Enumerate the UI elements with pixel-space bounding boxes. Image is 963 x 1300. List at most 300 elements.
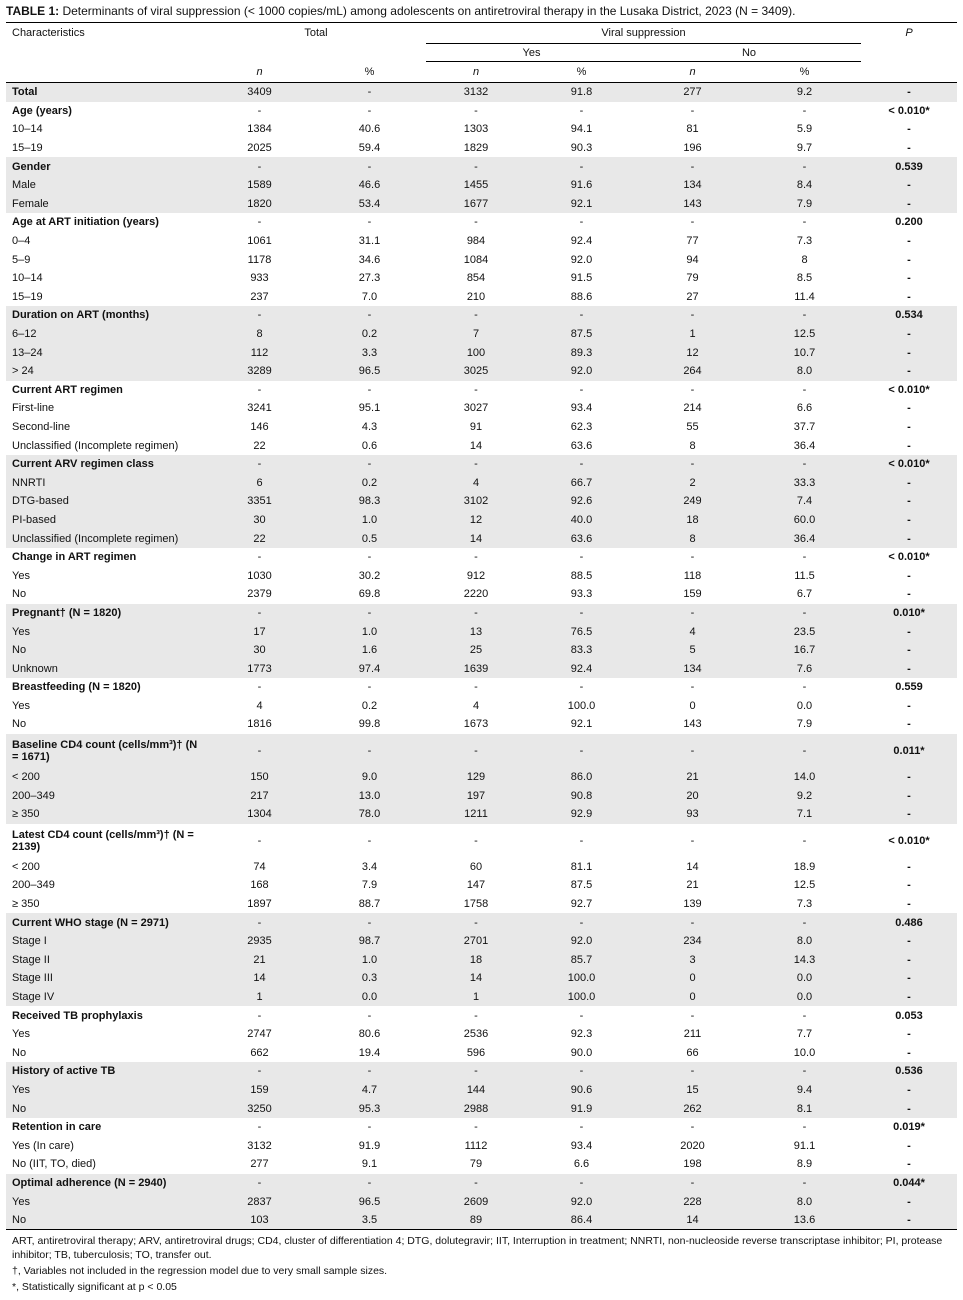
cell-no-n: 277: [637, 83, 748, 102]
cell-yes-n: 1: [426, 988, 526, 1007]
cell-yes-pct: 83.3: [526, 641, 637, 660]
cell-yes-n: 2536: [463, 1028, 489, 1041]
table-row: [6, 1062, 957, 1081]
cell-no-n: 249: [637, 492, 748, 511]
cell-total-pct: 7.9: [361, 879, 378, 892]
cell-no-pct: -: [748, 157, 861, 176]
cell-p-value: -: [861, 473, 957, 492]
cell-no-n: 198: [683, 1158, 702, 1171]
cell-total-pct: 59.4: [358, 142, 381, 155]
row-label: 5–9: [12, 253, 31, 266]
cell-no-n: -: [690, 834, 695, 847]
cell-p-value: -: [907, 588, 911, 601]
cell-yes-n: 1673: [463, 718, 489, 731]
cell-yes-n: 1758: [463, 898, 489, 911]
cell-no-n: -: [690, 383, 695, 396]
header-p-label: P: [905, 27, 913, 40]
cell-no-pct: -: [748, 455, 861, 474]
cell-total-pct: 9.1: [361, 1158, 378, 1171]
cell-p-value: 0.536: [861, 1062, 957, 1081]
cell-p-value: -: [861, 1081, 957, 1100]
header-total-pct: %: [364, 65, 375, 78]
table-row: [6, 306, 957, 325]
cell-no-pct: 8.9: [796, 1158, 813, 1171]
cell-yes-n: 25: [426, 641, 526, 660]
cell-no-pct: -: [802, 681, 807, 694]
cell-total-n: 112: [206, 343, 313, 362]
row-label: Stage IV: [6, 988, 206, 1007]
cell-yes-pct: -: [526, 734, 637, 768]
cell-no-pct: 8.0: [748, 362, 861, 381]
cell-yes-pct: -: [579, 1009, 584, 1022]
row-label: Yes: [6, 622, 206, 641]
cell-no-pct: -: [748, 306, 861, 325]
cell-yes-pct: 92.7: [570, 898, 593, 911]
cell-yes-pct: 87.5: [570, 879, 593, 892]
cell-total-pct: 3.5: [313, 1211, 426, 1230]
row-label: 0–4: [12, 235, 31, 248]
cell-total-pct: 1.0: [313, 951, 426, 970]
cell-no-n: -: [637, 306, 748, 325]
cell-yes-n: 60: [469, 860, 483, 873]
cell-yes-n: 1303: [463, 123, 489, 136]
table-row: [6, 858, 957, 877]
cell-yes-n: 1112: [464, 1139, 488, 1152]
cell-yes-pct: 90.6: [526, 1081, 637, 1100]
cell-yes-n: 1084: [463, 253, 489, 266]
cell-total-n: 1897: [247, 898, 272, 911]
cell-total-pct: -: [367, 104, 372, 117]
table-row: [6, 195, 957, 214]
cell-p-value: -: [907, 142, 911, 155]
cell-yes-pct: -: [579, 834, 584, 847]
cell-p-value: -: [907, 1046, 911, 1059]
cell-yes-n: 14: [426, 969, 526, 988]
cell-p-value: -: [907, 879, 911, 892]
table-row: [6, 805, 957, 824]
cell-total-n: 146: [250, 420, 269, 433]
cell-yes-pct: 63.6: [570, 439, 593, 452]
cell-yes-n: 984: [466, 235, 486, 248]
cell-yes-pct: 92.3: [570, 1028, 593, 1041]
cell-yes-pct: 93.4: [570, 1139, 593, 1152]
cell-total-n: -: [206, 1174, 313, 1193]
cell-total-n: 3132: [247, 1139, 272, 1152]
cell-no-pct: 8: [801, 253, 808, 266]
cell-total-pct: -: [313, 913, 426, 932]
table-row: [6, 1099, 957, 1118]
row-label: Received TB prophylaxis: [12, 1009, 143, 1022]
cell-no-pct: 7.1: [748, 805, 861, 824]
table-row: [6, 325, 957, 344]
cell-yes-n: 147: [466, 879, 486, 892]
table-row: [6, 1044, 957, 1063]
header-characteristics: Characteristics: [12, 27, 85, 40]
cell-yes-pct: 92.0: [526, 362, 637, 381]
cell-no-n: 12: [637, 343, 748, 362]
cell-no-pct: 0.0: [748, 988, 861, 1007]
cell-yes-n: 596: [466, 1046, 486, 1059]
cell-total-n: 168: [250, 879, 269, 892]
cell-total-pct: 0.2: [313, 325, 426, 344]
cell-p-value: -: [861, 529, 957, 548]
cell-no-pct: 36.4: [748, 529, 861, 548]
row-label: No (IIT, TO, died): [12, 1158, 96, 1171]
cell-yes-n: -: [474, 551, 478, 564]
cell-yes-pct: -: [526, 1062, 637, 1081]
cell-no-n: 8: [689, 439, 696, 452]
cell-yes-n: -: [426, 1062, 526, 1081]
cell-p-value: -: [861, 1192, 957, 1211]
cell-no-n: 159: [683, 588, 702, 601]
cell-no-n: -: [690, 551, 695, 564]
cell-yes-pct: -: [579, 216, 584, 229]
table-row: [6, 436, 957, 455]
cell-no-n: 228: [637, 1192, 748, 1211]
cell-total-n: 662: [250, 1046, 269, 1059]
cell-total-n: 3351: [206, 492, 313, 511]
cell-no-pct: 37.7: [793, 420, 816, 433]
cell-yes-pct: 90.3: [570, 142, 593, 155]
cell-total-n: 30: [206, 641, 313, 660]
table-row: [6, 1174, 957, 1193]
cell-total-pct: 1.0: [313, 622, 426, 641]
cell-yes-pct: 66.7: [526, 473, 637, 492]
header-no: No: [637, 44, 861, 62]
cell-total-n: 933: [250, 272, 269, 285]
row-label: Current ARV regimen class: [6, 455, 206, 474]
header-viral-suppression: Viral suppression: [426, 23, 861, 44]
cell-p-value: < 0.010*: [861, 455, 957, 474]
cell-no-n: 93: [637, 805, 748, 824]
cell-yes-pct: -: [526, 913, 637, 932]
row-label: Current WHO stage (N = 2971): [6, 913, 206, 932]
table-row: [6, 1211, 957, 1230]
cell-yes-pct: -: [579, 104, 584, 117]
cell-total-pct: 3.4: [361, 860, 378, 873]
cell-no-n: 134: [637, 659, 748, 678]
cell-no-n: 196: [683, 142, 702, 155]
cell-p-value: -: [861, 176, 957, 195]
cell-total-pct: 96.5: [313, 1192, 426, 1211]
cell-total-pct: 0.6: [361, 439, 378, 452]
table-row: [6, 548, 957, 567]
row-label: 10–14: [12, 123, 43, 136]
table-row: [6, 343, 957, 362]
cell-p-value: -: [907, 420, 911, 433]
cell-total-n: 217: [206, 786, 313, 805]
row-label: Gender: [6, 157, 206, 176]
table-figure: [6, 0, 957, 1294]
data-table: [6, 22, 957, 1229]
cell-yes-pct: 63.6: [526, 529, 637, 548]
table-row: [6, 585, 957, 604]
cell-no-pct: 91.1: [793, 1139, 816, 1152]
cell-p-value: 0.534: [861, 306, 957, 325]
table-row: [6, 120, 957, 139]
cell-yes-n: 79: [469, 1158, 483, 1171]
cell-yes-n: 4: [426, 473, 526, 492]
cell-total-pct: -: [313, 604, 426, 623]
row-label: Stage II: [6, 951, 206, 970]
cell-no-pct: 10.0: [793, 1046, 816, 1059]
cell-total-pct: 0.5: [313, 529, 426, 548]
cell-total-n: 1: [206, 988, 313, 1007]
cell-total-n: -: [206, 306, 313, 325]
cell-no-pct: 23.5: [748, 622, 861, 641]
header-yes-n: n: [472, 66, 480, 78]
cell-yes-n: 912: [466, 569, 486, 582]
cell-no-pct: -: [802, 834, 807, 847]
table-row: [6, 399, 957, 418]
table-row: [6, 768, 957, 787]
row-label: Yes: [12, 1028, 30, 1041]
row-label: ≥ 350: [12, 898, 40, 911]
cell-total-n: 1384: [247, 123, 272, 136]
cell-p-value: -: [861, 343, 957, 362]
cell-total-pct: 0.3: [313, 969, 426, 988]
cell-yes-n: -: [426, 734, 526, 768]
cell-no-pct: 8.0: [748, 932, 861, 951]
cell-no-pct: 8.0: [748, 1192, 861, 1211]
table-row: [6, 288, 957, 307]
row-label: < 200: [12, 860, 40, 873]
cell-total-n: 6: [206, 473, 313, 492]
cell-no-n: -: [637, 604, 748, 623]
cell-total-pct: -: [367, 834, 372, 847]
cell-yes-n: 2609: [426, 1192, 526, 1211]
cell-p-value: -: [861, 932, 957, 951]
cell-no-pct: 60.0: [748, 511, 861, 530]
cell-yes-pct: 85.7: [526, 951, 637, 970]
row-label: Yes (In care): [12, 1139, 74, 1152]
cell-no-pct: 7.6: [748, 659, 861, 678]
cell-total-pct: -: [313, 157, 426, 176]
cell-no-n: 21: [637, 768, 748, 787]
table-row: [6, 895, 957, 914]
cell-p-value: -: [907, 860, 911, 873]
cell-no-n: 264: [637, 362, 748, 381]
cell-total-pct: 98.7: [313, 932, 426, 951]
cell-yes-n: 2220: [463, 588, 489, 601]
table-row: [6, 232, 957, 251]
row-label: Stage I: [6, 932, 206, 951]
cell-no-n: 214: [683, 402, 702, 415]
cell-yes-n: 3027: [463, 402, 489, 415]
footnote-dagger: †, Variables not included in the regression model due to very small sample sizes.: [12, 1265, 388, 1278]
row-label: 200–349: [12, 879, 55, 892]
row-label: DTG-based: [6, 492, 206, 511]
cell-no-pct: 7.9: [796, 718, 813, 731]
cell-no-pct: 7.3: [796, 898, 813, 911]
cell-p-value: -: [861, 325, 957, 344]
cell-no-pct: 6.6: [796, 402, 813, 415]
cell-total-n: -: [257, 681, 262, 694]
header-no-n: n: [689, 66, 696, 78]
cell-yes-n: 18: [426, 951, 526, 970]
cell-yes-pct: -: [579, 681, 584, 694]
cell-no-n: 79: [686, 272, 699, 285]
cell-no-n: 0: [637, 969, 748, 988]
cell-p-value: -: [907, 1028, 911, 1041]
cell-no-n: -: [637, 1174, 748, 1193]
cell-yes-pct: 100.0: [567, 699, 596, 712]
cell-p-value: 0.044*: [861, 1174, 957, 1193]
cell-p-value: < 0.010*: [888, 104, 930, 117]
cell-no-n: -: [637, 455, 748, 474]
cell-total-pct: 46.6: [313, 176, 426, 195]
cell-no-n: 3: [637, 951, 748, 970]
cell-total-pct: 3.3: [313, 343, 426, 362]
cell-p-value: -: [907, 699, 911, 712]
cell-yes-pct: -: [526, 157, 637, 176]
cell-yes-n: -: [426, 157, 526, 176]
cell-p-value: -: [861, 951, 957, 970]
row-label: Pregnant† (N = 1820): [6, 604, 206, 623]
cell-p-value: 0.010*: [861, 604, 957, 623]
cell-p-value: 0.019*: [893, 1121, 925, 1134]
cell-total-pct: 19.4: [358, 1046, 381, 1059]
cell-yes-n: -: [474, 681, 478, 694]
cell-yes-n: 854: [466, 272, 486, 285]
row-label: History of active TB: [6, 1062, 206, 1081]
row-label: Change in ART regimen: [12, 551, 137, 564]
cell-no-n: 139: [683, 898, 702, 911]
table-row: [6, 604, 957, 623]
cell-total-n: -: [206, 1062, 313, 1081]
cell-yes-n: 1829: [463, 142, 489, 155]
cell-yes-n: 210: [466, 290, 486, 303]
cell-p-value: -: [907, 569, 911, 582]
row-label: No: [12, 588, 27, 601]
cell-total-n: -: [257, 1121, 262, 1134]
cell-p-value: -: [907, 718, 911, 731]
caption-label: TABLE 1:: [6, 4, 60, 18]
cell-yes-pct: -: [526, 604, 637, 623]
cell-yes-n: -: [426, 604, 526, 623]
cell-yes-pct: 90.8: [526, 786, 637, 805]
cell-no-n: 77: [686, 235, 699, 248]
table-row: [6, 1136, 957, 1155]
cell-no-n: -: [690, 216, 695, 229]
cell-p-value: 0.200: [895, 216, 923, 229]
cell-total-n: -: [257, 1009, 262, 1022]
row-label: Stage III: [6, 969, 206, 988]
table-row: [6, 83, 957, 102]
row-label: Yes: [12, 569, 30, 582]
cell-total-n: -: [257, 216, 262, 229]
cell-total-n: 21: [206, 951, 313, 970]
table-row: [6, 988, 957, 1007]
cell-no-pct: -: [802, 104, 807, 117]
cell-total-n: 4: [256, 699, 263, 712]
cell-yes-pct: -: [579, 1121, 584, 1134]
cell-no-n: -: [637, 1062, 748, 1081]
table-row: [6, 1025, 957, 1044]
cell-p-value: 0.539: [861, 157, 957, 176]
cell-p-value: -: [861, 195, 957, 214]
cell-total-n: 159: [206, 1081, 313, 1100]
cell-total-pct: 0.0: [313, 988, 426, 1007]
cell-no-pct: 33.3: [748, 473, 861, 492]
row-label: No: [6, 641, 206, 660]
row-label: Optimal adherence (N = 2940): [6, 1174, 206, 1193]
cell-total-n: 2747: [247, 1028, 272, 1041]
cell-yes-pct: 91.6: [526, 176, 637, 195]
cell-total-pct: 97.4: [313, 659, 426, 678]
cell-no-pct: 13.6: [748, 1211, 861, 1230]
table-body: [6, 83, 957, 1230]
cell-yes-n: 1455: [426, 176, 526, 195]
cell-p-value: -: [907, 898, 911, 911]
cell-total-n: 22: [253, 439, 266, 452]
cell-no-pct: -: [802, 1121, 807, 1134]
row-label: < 200: [6, 768, 206, 787]
table-row: [6, 250, 957, 269]
cell-no-pct: 5.9: [796, 123, 813, 136]
cell-no-n: 81: [686, 123, 699, 136]
cell-yes-n: 89: [426, 1211, 526, 1230]
table-row: [6, 102, 957, 121]
cell-yes-pct: 92.1: [526, 195, 637, 214]
table-row: [6, 622, 957, 641]
table-row: [6, 566, 957, 585]
cell-no-pct: 10.7: [748, 343, 861, 362]
row-label: 15–19: [12, 290, 43, 303]
cell-total-n: -: [206, 913, 313, 932]
row-label: Retention in care: [12, 1121, 102, 1134]
cell-no-n: 0: [689, 699, 696, 712]
cell-p-value: -: [907, 272, 911, 285]
cell-p-value: -: [907, 253, 911, 266]
cell-p-value: -: [861, 786, 957, 805]
cell-yes-n: 2701: [426, 932, 526, 951]
cell-total-pct: 1.0: [313, 511, 426, 530]
cell-yes-pct: 91.8: [526, 83, 637, 102]
cell-no-n: 27: [686, 290, 699, 303]
cell-p-value: < 0.010*: [888, 834, 930, 847]
cell-total-n: 8: [206, 325, 313, 344]
cell-total-pct: 1.6: [313, 641, 426, 660]
cell-yes-n: 91: [469, 420, 483, 433]
cell-no-pct: 9.4: [748, 1081, 861, 1100]
cell-total-pct: -: [313, 1174, 426, 1193]
cell-no-pct: -: [748, 604, 861, 623]
cell-yes-pct: 92.0: [570, 253, 593, 266]
cell-total-n: 17: [206, 622, 313, 641]
row-label: Age (years): [12, 104, 72, 117]
cell-no-n: 0: [637, 988, 748, 1007]
cell-yes-pct: 92.4: [570, 235, 593, 248]
row-label: No: [12, 1046, 27, 1059]
cell-p-value: -: [861, 492, 957, 511]
cell-yes-n: -: [474, 834, 478, 847]
cell-total-n: 1820: [206, 195, 313, 214]
row-label: Yes: [6, 1192, 206, 1211]
cell-no-pct: -: [802, 383, 807, 396]
cell-total-pct: 27.3: [358, 272, 381, 285]
cell-no-pct: 36.4: [793, 439, 816, 452]
cell-yes-pct: 6.6: [573, 1158, 590, 1171]
table-row: [6, 678, 957, 697]
cell-total-n: 1589: [206, 176, 313, 195]
cell-yes-pct: 92.1: [570, 718, 593, 731]
cell-no-pct: 16.7: [748, 641, 861, 660]
row-label: Second-line: [12, 420, 71, 433]
cell-p-value: -: [861, 1211, 957, 1230]
cell-yes-n: 100: [426, 343, 526, 362]
table-row: [6, 1081, 957, 1100]
